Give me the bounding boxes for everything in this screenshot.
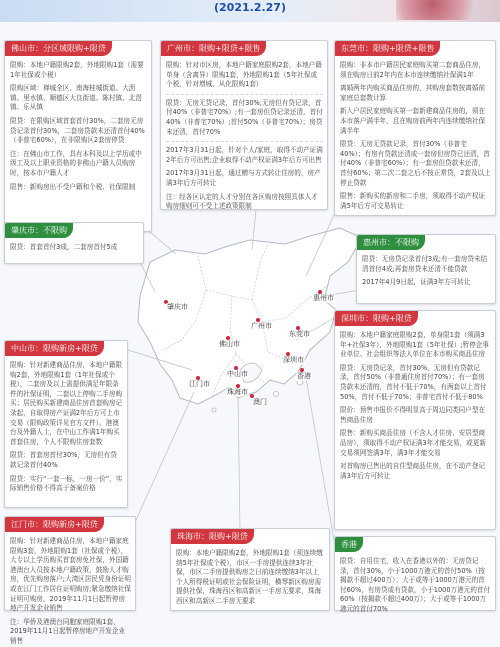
zhongshan-loan: 限贷：首套房首付30%，无房但有贷款记录首付40% — [10, 451, 117, 469]
panel-zhaoqing[interactable] — [4, 222, 144, 264]
tag-zhongshan: 中山市：限购新房+限贷 — [5, 341, 104, 356]
zhuhai-purchase: 限购：本地户籍限购2套，外地限购1套（须连续缴纳5年社保或个税），市区一手房提供连续3年社保，市区二手房提供购房之日前连续缴纳3年以上个人所得税证明或社会保险证明，横琴新区购房需提供社保，珠海西区和高新区一手房无要求，珠海西区和高新区二手房无要求 — [176, 549, 323, 605]
huizhou-sale: 2017年4月9日起，证满3年方可转让 — [362, 278, 471, 287]
zhongshan-price: 限贷：实行“一套一标，一房一价”，实际销售价格不得高于备案价格 — [10, 474, 123, 493]
zhongshan-purchase: 限购：针对新建商品住房，本地户籍限购2套，外地限购1套（1年社保或个税），二套房及以上需提供满足年限条件的社保证明，二套以上停购二手房购买；居民购买新建商品住房首套购房记录起，自取得房产证满2年后方可上市交易（限购政策详见官方文件）。港澳台及外籍人士，在中山工作满1年购买首套住房，个人不限购住房套数 — [10, 361, 123, 446]
map-label-zhongshan: 中山市 — [227, 370, 248, 378]
foshan-purchase: 限购：本地户籍限购2套，外地限购1套（需要1年社保或个税） — [10, 61, 144, 79]
tag-guangzhou: 广州市：限购+限贷+限售 — [161, 41, 266, 56]
shenzhen-note: 对首购房已售出的自住型商品住房，在不动产登记满3年后方可转让 — [340, 462, 486, 480]
dongguan-loan: 限贷：无房无贷款记录，首付30%（非普宅40%）；有房有贷款还清或一套房但房贷已还清，首付40%（非普宅60%）；有一套房但贷款未还清，首付60%；第二次二套之后不按正常贷，2套及以上停止贷款 — [340, 140, 491, 187]
shenzhen-price: 限价：预售申报价不得明显高于周边同类同户型在售商品住房 — [340, 406, 486, 424]
map-label-shenzhen: 深圳市 — [283, 356, 304, 364]
map-label-foshan: 佛山市 — [219, 340, 240, 348]
map-label-zhuhai: 珠海市 — [227, 388, 248, 396]
top-banner — [0, 0, 500, 22]
tag-dongguan: 东莞市：限购+限贷+限售 — [335, 41, 440, 56]
tag-shenzhen: 深圳市：限购+限贷 — [335, 311, 418, 326]
jiangmen-purchase: 限购：针对新建商品住房，本地户籍家庭限购3套，外地限购1套（社保或个税），大专以上学历购买首套房免社保，外国籍港澳台人员按本地户籍政策，鼓励人才购房，优先购房落户;大湾区居民凭身份证明或在江门工作居住证明购房;紧急缴纳社保证明可购房，2019年11月1日起暂停房地产开发企业销售 — [10, 537, 131, 613]
zhaoqing-loan: 限贷：首套首付3成，二套房首付5成 — [10, 243, 118, 251]
dongguan-newcomer: 新入户居民家庭购买第一套新建商品住房的，须在本市落户满半年，且在购房前两年内连续缴纳社保满半年 — [340, 107, 486, 135]
panel-guangzhou[interactable] — [160, 40, 328, 210]
shenzhen-purchase: 限购：本地户籍家庭限购2套，单身限1套（须满3年+社保3年），外地限购1套（5年社保）;暂停企事业单位、社会组织等法人单位在本市购买商品住房 — [340, 331, 489, 359]
foshan-loan: 限贷：在限购区域首套首付30%，二套房无房贷记录首付30%，二套房贷款未还清首付40%（非普宅60%），在非限购区2套房停贷 — [10, 116, 145, 145]
guangzhou-gift: 2017年3月31日起，通过赠与方式转让住房的，房产满3年后方可转让 — [166, 169, 321, 187]
guangzhou-sale: 2017年3月31日起，针对个人/家庭，取得不动产证满2年后方可出售;企业取得不动产权证满3年后方可出售 — [166, 146, 323, 164]
foshan-talent: 注：在佛山市工作，具有本科及以上学历或中级工及以上职业资格的非佛山户籍人员购房时，按本市户籍人才 — [10, 149, 142, 177]
guangzhou-note: 注：经各区认定的人才分别在各区购房按照具体人才购房细则可不受上述政策限制 — [166, 192, 318, 211]
tag-foshan: 佛山市：分区域限购+限贷 — [5, 41, 112, 56]
dongguan-divorce: 离婚两年内购买商品住房的，其购房套数按离婚前家庭总套数计算 — [340, 84, 486, 102]
map-label-guangzhou: 广州市 — [251, 322, 272, 330]
shenzhen-loan: 限贷：无房贷记录，首付30%，无房但有贷款记录，首付50%（非普通住房首付70%）；有一套房贷款未还清的，首付不低于70%，有两套以上首付50%，首付不低于70%；非普宅首付不低于80% — [340, 363, 487, 401]
guangzhou-purchase: 限购：针对市区房，本地户籍家庭限购2套，本地户籍单身（含离异）限购1套，外地限购1套（5年社保或个税，针对增城、从化限购1套） — [166, 61, 322, 89]
map-label-xianggang: 香港 — [297, 372, 311, 380]
map-label-jiangmen: 江门市 — [189, 380, 210, 388]
tag-jiangmen: 江门市：限购新房+限贷 — [5, 517, 104, 532]
panel-xianggang[interactable] — [334, 536, 496, 611]
tag-huizhou: 惠州市：不限购 — [357, 235, 425, 250]
huizhou-loan: 限贷：无房贷记录首付3成;有一套房贷未结清首付4成;再套房贷未还清不能贷款 — [362, 255, 488, 273]
foshan-area: 限购区域：禅城全区、南海桂城街道、大沥镇、里水镇、顺德区大良街道、陈村镇、北滘镇、乐从镇 — [10, 84, 142, 112]
panel-dongguan[interactable] — [334, 40, 496, 216]
guangzhou-loan: 限贷：无房无贷记录，首付30%;无房但有贷记录，首付40%（非普宅70%）;有一套房但贷记录还清，首付40%（非普宅70%）;首付50%（非普宅70%）；房贷未还清，首付70% — [166, 98, 323, 136]
dongguan-purchase: 限购：非本市户籍居民家庭购买第二套商品住房，须在购房日前2年内在本市连续缴纳社保满1年 — [340, 61, 486, 79]
panel-jiangmen[interactable] — [4, 516, 136, 645]
tag-xianggang: 香港 — [335, 537, 363, 552]
tag-zhaoqing: 肇庆市：不限购 — [5, 223, 73, 238]
map-label-dongguan: 东莞市 — [289, 330, 310, 338]
foshan-sale: 限售：新购房出不受户籍和个税、社保限制 — [10, 182, 136, 191]
dongguan-sale: 限售：新购买的新房和二手房，须取得不动产权证满5年后方可交易转让 — [340, 192, 486, 210]
policy-date: (2021.2.27) — [214, 1, 286, 14]
map-label-zhaoqing: 肇庆市 — [167, 303, 188, 311]
jiangmen-note: 注：华侨及港澳台同胞家庭限购1套，2019年11月1日起暂停房地产开发企业销售 — [10, 617, 126, 645]
shenzhen-sale: 限售：新购买商品住房（不含人才住房、安居型商品房），须取得不动产权证满3年才能交易，或更新交易须网签满3年，满3年才能交易 — [340, 429, 486, 457]
map-label-aomen: 澳门 — [253, 398, 267, 406]
panel-shenzhen[interactable] — [334, 310, 496, 530]
panel-zhuhai[interactable] — [170, 528, 330, 611]
panel-zhongshan[interactable] — [4, 340, 128, 508]
map-label-huizhou: 惠州市 — [313, 294, 334, 302]
tag-zhuhai: 珠海市：限购+限贷 — [171, 529, 254, 544]
panel-foshan[interactable] — [4, 40, 152, 232]
xianggang-loan: 限贷：自用住宅，收入在香港以外的：无房贷记录，首付30%，小于1000万港元的首付50%（按揭款不超过400万）；大于或等于1000万港元的首付60%，有房贷或有贷款，小于1000万港元的首付60%（按揭款不超过400万）；大于或等于1000万港元的首付70% — [340, 557, 491, 613]
panel-huizhou[interactable] — [356, 234, 496, 304]
